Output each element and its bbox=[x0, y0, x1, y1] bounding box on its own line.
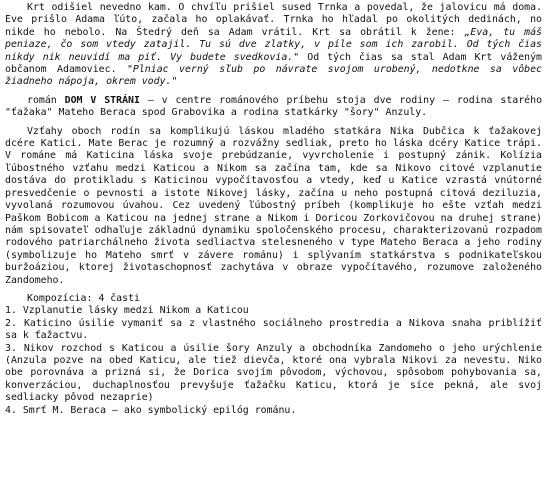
paragraph-krt-text: Krt odišiel nevedno kam. O chvíľu prišiel sused Trnka a povedal, že jalovicu má doma. Eve prišlo Adama ľúto, začala ho oplakávať. Trnka ho hľadal po okolitých dedinách, no nikde ho nebolo. Na Štedrý deň sa Adam vrátil. Krt sa obrátil k žene: bbox=[5, 2, 542, 38]
paragraph-relationships: Vzťahy oboch rodín sa komplikujú láskou mladého statkára Nika Dubčica k ťažakovej dcére Katici. Mate Berac je rozumný a rozvážny sedliak, preto ho láska dcéry Katice trápi. V románe má Katicina láska svoje prebúdzanie, vyvrcholenie i postupný zánik. Kolízia ľúbostného vzťahu medzi Katicou a Nikom sa začína tam, kde sa Nikovo citové vzplanutie dostáva do protikladu s Katicinou vypočítavosťou a vtedy, keď u Katice vzrastá vnútorné presvedčenie o pevnosti a istote Nikovej lásky, začína u neho postupná citová deziluzia, vyvolaná rozumovou úvahou. Cez uvedený ľúbostný príbeh (komplikuje ho ešte vzťah medzi Paškom Bobicom a Katicou na jednej strane a Nikom i Doricou Zorkovičovou na druhej strane) nám spisovateľ odhaľuje základnú dynamiku spoločenského procesu, charakterizovanú rozpadom rodového patriarchálneho života sedliactva stelesneného v type Mateho Beraca a jeho rodiny (symbolizuje ho Mateho smrť v závere románu) i splývaním statkárstva s podnikateľskou buržoáziou, ktorej životaschopnosť zachytáva v obraze vypočítavého, rozumove založeného Zandomeho. bbox=[5, 125, 542, 286]
quote-vow: "Plniac verný sľub po návrate svojom urobený, nedotkne sa vôbec žiadneho nápoja, okrem vody." bbox=[5, 64, 542, 88]
list-item: 3. Nikov rozchod s Katicou a úsilie šory Anzuly a obchodníka Zandomeho o jeho urýchlenie (Anzula pozve na obed Katicu, ale tiež dievča, ktoré ona vybrala Nikovi za nevestu. Niko obe porovnáva a prizná si, že Dorica svojím pôvodom, výchovou, spôsobom pohybovania sa, konverzáciou, duchaplnosťou prevyšuje ťažačku Katicu, ktorá je síce pekná, ale svoj sedliacky pôvod nezaprie) bbox=[5, 342, 542, 404]
novel-intro-text: – v centre románového príbehu stoja dve rodiny – rodina starého "ťažaka" Mateho Beraca spod Grabovika a rodina statkárky "šory" Anzuly. bbox=[5, 94, 543, 119]
paragraph-krt-story bbox=[5, 2, 542, 89]
novel-title: DOM V STRÁNI bbox=[64, 94, 140, 106]
quote-eva-money: „Eva, tu máš peniaze, čo som vtedy zatajil. Tu sú dve zlatky, v píle som ich zarobil. Od tých čias nikdy nik neuvidí ma piť. Vy budete svedkovia. bbox=[5, 26, 542, 63]
paragraph-novel-intro bbox=[5, 95, 542, 120]
list-item: 4. Smrť M. Beraca – ako symbolický epilóg románu. bbox=[5, 404, 297, 416]
composition-heading: Kompozícia: 4 časti bbox=[27, 292, 140, 304]
novel-prefix: román bbox=[27, 94, 65, 106]
composition-list bbox=[5, 305, 542, 417]
list-item: 2. Katicino úsilie vymaniť sa z vlastného sociálneho prostredia a Nikova snaha priblížiť sa k ťažactvu. bbox=[5, 317, 542, 342]
list-item: 1. Vzplanutie lásky medzi Nikom a Katicou bbox=[5, 305, 249, 317]
paragraph-krt-text-cont: " Od tých čias sa stal Adam Krt váženým občanom Adamoviec. bbox=[5, 51, 542, 76]
